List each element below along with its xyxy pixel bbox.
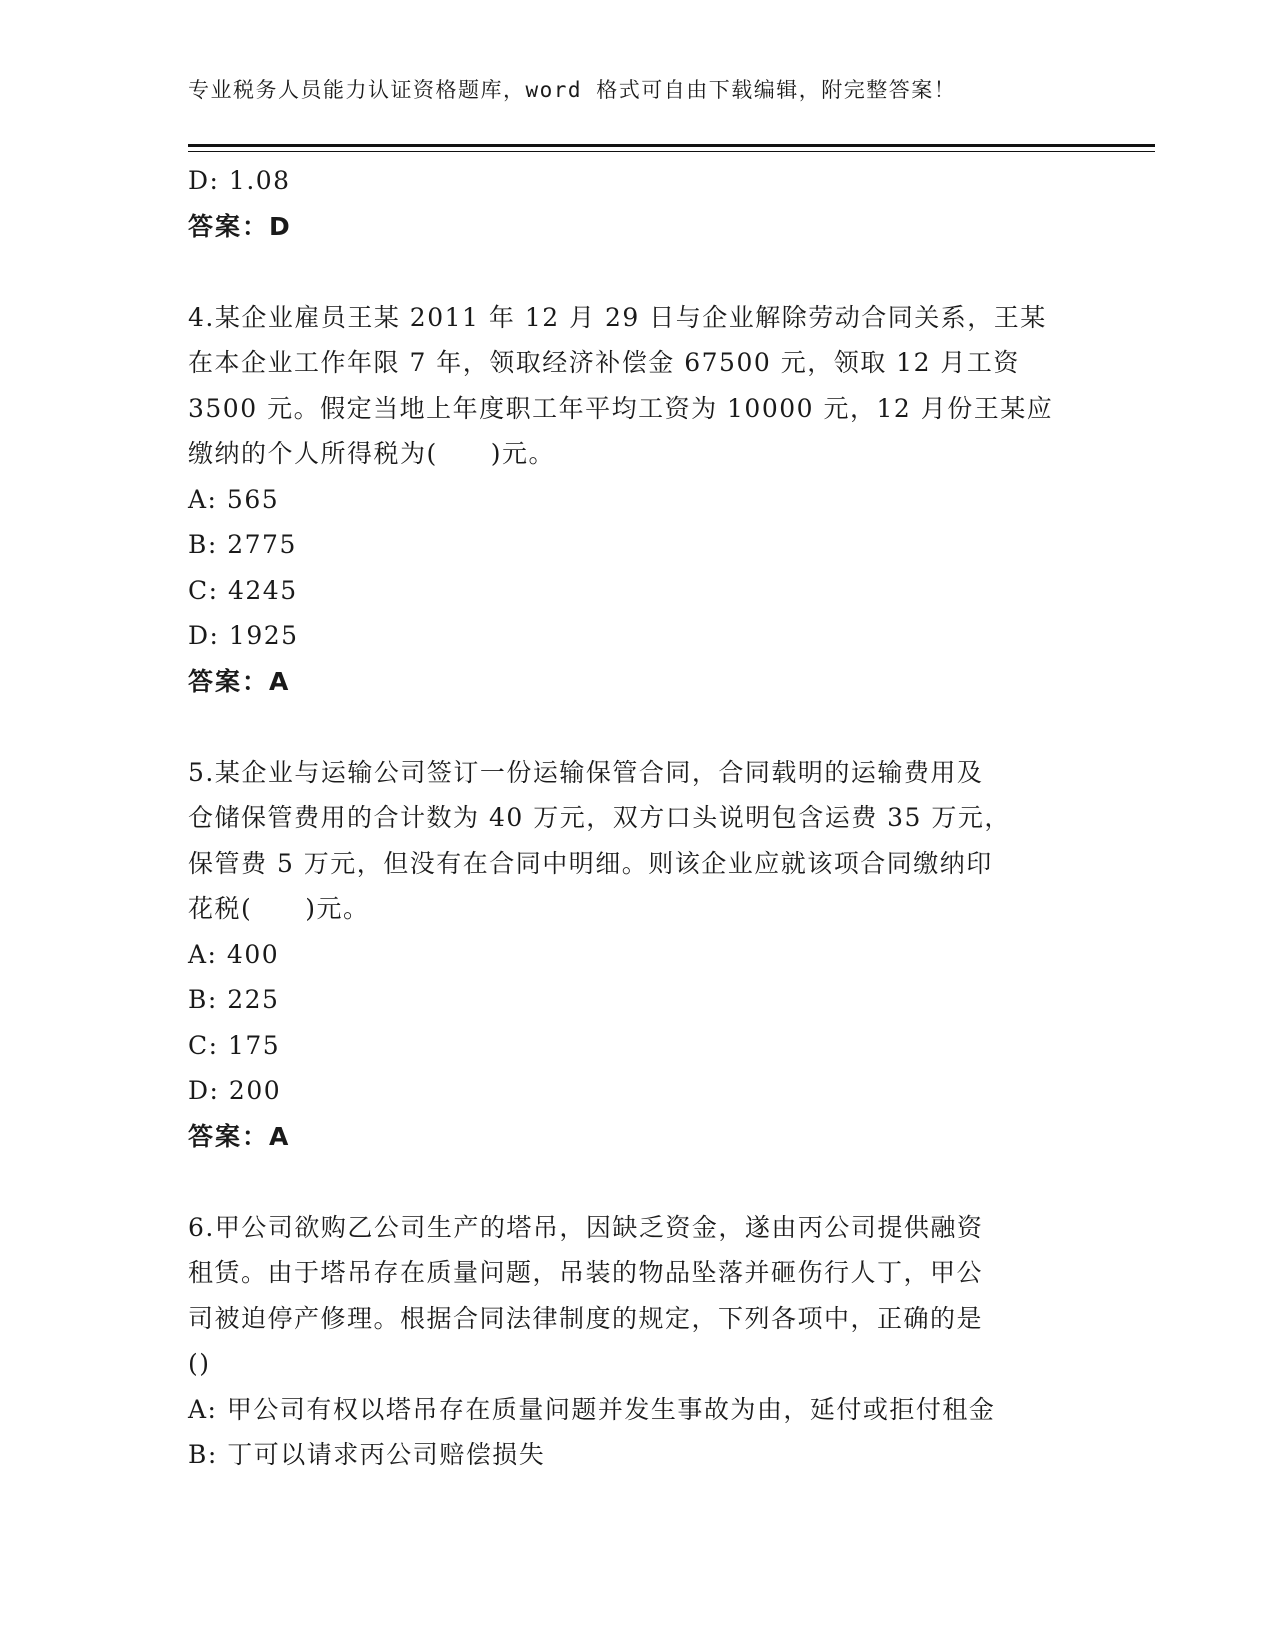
question-text-line: 3500 元。假定当地上年度职工年平均工资为 10000 元，12 月份王某应	[188, 393, 1054, 423]
option-c: C: 175	[188, 1030, 281, 1060]
header-rule-thin	[188, 151, 1155, 152]
option-d: D: 200	[188, 1076, 282, 1105]
option-b: B: 225	[188, 985, 280, 1014]
option-c: C: 4245	[188, 575, 298, 605]
option-b: B: 丁可以请求丙公司赔偿损失	[188, 1440, 546, 1469]
question-text-line: 司被迫停产修理。根据合同法律制度的规定，下列各项中，正确的是	[188, 1303, 984, 1333]
question-5	[188, 750, 1088, 1160]
option-b: B: 2775	[188, 530, 297, 559]
answer: 答案：D	[188, 211, 292, 241]
option-a: A: 400	[188, 939, 280, 969]
answer: 答案：A	[188, 666, 291, 696]
question-4	[188, 295, 1088, 705]
option-a: A: 565	[188, 484, 280, 514]
question-text-line: 花税( )元。	[188, 894, 370, 923]
document-body	[188, 158, 1088, 1478]
option-d: D: 1.08	[188, 166, 291, 195]
question-6	[188, 1205, 1088, 1478]
question-text-line: 仓储保管费用的合计数为 40 万元，双方口头说明包含运费 35 万元，	[188, 803, 1011, 832]
answer: 答案：A	[188, 1121, 291, 1151]
page-header: 专业税务人员能力认证资格题库，word 格式可自由下载编辑，附完整答案！	[188, 78, 957, 102]
question-text-line: 4.某企业雇员王某 2011 年 12 月 29 日与企业解除劳动合同关系，王某	[188, 302, 1047, 332]
question-text-line: 租赁。由于塔吊存在质量问题，吊装的物品坠落并砸伤行人丁，甲公	[188, 1258, 984, 1287]
question-text-line: 5.某企业与运输公司签订一份运输保管合同，合同载明的运输费用及	[188, 757, 984, 787]
option-d: D: 1925	[188, 621, 299, 650]
option-a: A: 甲公司有权以塔吊存在质量问题并发生事故为由，延付或拒付租金	[188, 1394, 996, 1424]
question-text-line: 缴纳的个人所得税为( )元。	[188, 439, 556, 468]
question-text-line: ()	[188, 1349, 211, 1378]
question-text-line: 在本企业工作年限 7 年，领取经济补偿金 67500 元，领取 12 月工资	[188, 348, 1020, 377]
header-rule-thick	[188, 144, 1155, 147]
question-text-line: 6.甲公司欲购乙公司生产的塔吊，因缺乏资金，遂由丙公司提供融资	[188, 1212, 984, 1242]
question-text-line: 保管费 5 万元，但没有在合同中明细。则该企业应就该项合同缴纳印	[188, 848, 993, 878]
